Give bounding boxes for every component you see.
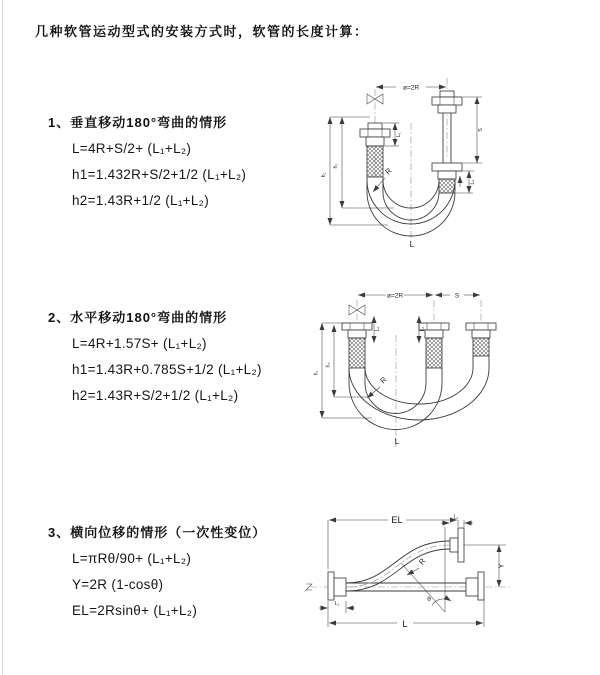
dimension-span [358, 293, 433, 300]
l-label: L [402, 619, 408, 630]
s-label: S [478, 128, 484, 132]
dimension-s [435, 293, 480, 300]
span-label: ø=2R [402, 84, 420, 92]
dimension-s [463, 97, 484, 163]
l1-label: L₁ [453, 514, 459, 521]
radius-callout [367, 375, 389, 398]
formula-line: L=πRθ/90+ (L₁+L₂) [72, 551, 192, 566]
diagram-horizontal-180-bend [312, 283, 600, 458]
l2-label: L₂ [469, 179, 476, 185]
h1-label: h₁ [321, 172, 327, 178]
angle-theta [401, 527, 451, 612]
y-label: Y [496, 563, 506, 569]
l1-label: L₁ [419, 326, 426, 332]
formula-line: EL=2Rsinθ+ (L₁+L₂) [72, 603, 198, 618]
radius-callout [407, 556, 428, 575]
diagram-lateral-displacement [300, 505, 600, 640]
left-flange [328, 572, 346, 600]
l1-label: L₁ [334, 601, 340, 607]
dimension-l1-bottom [319, 601, 355, 613]
diagram-vertical-180-bend [310, 73, 600, 253]
left-flange [360, 123, 390, 146]
dimension-span [376, 85, 446, 92]
braided-hose-left [367, 146, 383, 177]
l-label: L [394, 436, 400, 446]
section-1-heading: 1、垂直移动180°弯曲的情形 [48, 115, 228, 130]
braided-hose-right [439, 179, 455, 193]
hose-displaced-position [346, 541, 450, 591]
page-title: 几种软管运动型式的安装方式时，软管的长度计算： [35, 24, 369, 39]
formula-line: L=4R+1.57S+ (L₁+L₂) [72, 336, 207, 351]
right-flange-original-position [466, 572, 484, 600]
h2-label: h₂ [333, 163, 339, 169]
s-label: S [454, 292, 460, 300]
section-lateral-displacement [48, 520, 266, 624]
formula-line: L=4R+S/2+ (L₁+L₂) [72, 141, 192, 156]
section-horizontal-bend [48, 305, 262, 409]
section-2-heading: 2、水平移动180°弯曲的情形 [48, 310, 228, 325]
formula-line: h2=1.43R+1/2 (L₁+L₂) [72, 193, 210, 208]
r-label: R [416, 556, 428, 567]
section-3-heading: 3、横向位移的情形（一次性变位） [48, 525, 267, 540]
braided-hose-right [473, 338, 489, 356]
formula-line: h1=1.43R+0.785S+1/2 (L₁+L₂) [72, 362, 262, 377]
dimension-l1-top [441, 515, 473, 528]
theta-label: θ [427, 596, 431, 603]
el-label: EL [391, 515, 403, 526]
r-label: R [383, 165, 394, 177]
dimension-l1 [374, 316, 426, 343]
section-vertical-bend [48, 110, 246, 214]
l1-label: L₁ [374, 326, 381, 332]
formula-line: h1=1.432R+S/2+1/2 (L₁+L₂) [72, 167, 247, 182]
scan-edge-line [2, 0, 3, 675]
dimension-l2 [456, 171, 476, 193]
formula-line: Y=2R (1-cosθ) [72, 577, 164, 592]
h1-label: h₁ [313, 370, 320, 376]
l-label: L [409, 239, 415, 249]
span-label: ø=2R [386, 292, 404, 300]
l1-label: L₁ [396, 132, 402, 137]
r-label: R [378, 374, 389, 386]
h2-label: h₂ [325, 362, 332, 368]
dimension-l [328, 600, 484, 630]
formula-line: h2=1.43R+S/2+1/2 (L₁+L₂) [72, 388, 239, 403]
braided-hose-middle [426, 338, 442, 368]
hose-loop [349, 356, 489, 430]
upper-flange-displaced [450, 528, 464, 562]
braided-hose-left [349, 338, 365, 368]
